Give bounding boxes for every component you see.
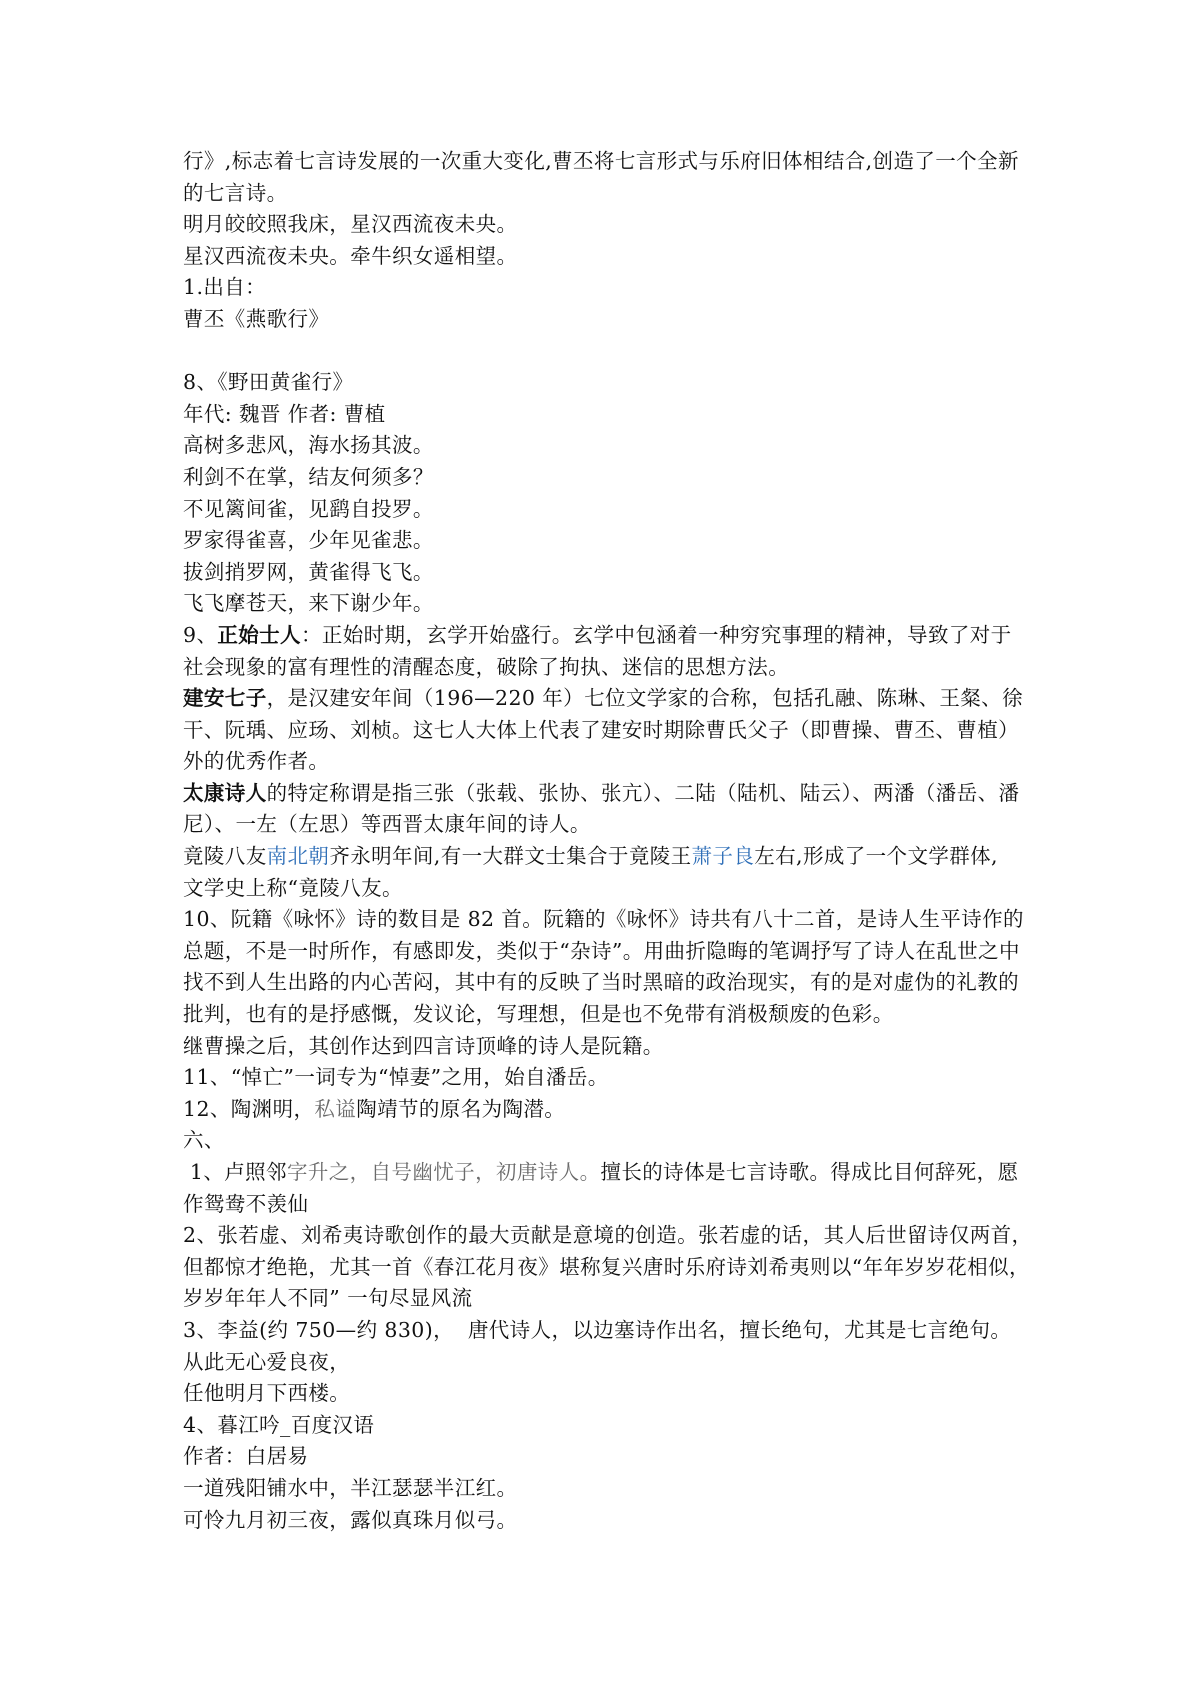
text-line: 行》,标志着七言诗发展的一次重大变化,曹丕将七言形式与乐府旧体相结合,创造了一个全新 xyxy=(183,149,1019,173)
item-2-line: 2、张若虚、刘希夷诗歌创作的最大贡献是意境的创造。张若虚的话，其人后世留诗仅两首， xyxy=(183,1223,1033,1248)
section-six-heading: 六、 xyxy=(183,1128,225,1153)
poem-line: 从此无心爱良夜， xyxy=(183,1349,351,1374)
faint-span: 私谥 xyxy=(314,1096,357,1121)
term-bold: 建安七子 xyxy=(183,686,267,711)
text-line: 找不到人生出路的内心苦闷，其中有的反映了当时黑暗的政治现实，有的是对虚伪的礼教的 xyxy=(183,970,1019,995)
poem-line: 利剑不在掌，结友何须多？ xyxy=(183,464,434,489)
text-span: 左右,形成了一个文学群体, xyxy=(754,844,998,869)
poem-line: 一道残阳铺水中，半江瑟瑟半江红。 xyxy=(183,1475,518,1500)
document-body xyxy=(183,146,1033,1536)
section-12-line xyxy=(183,1094,1033,1126)
poem-line: 可怜九月初三夜，露似真珠月似弓。 xyxy=(183,1507,518,1532)
poem-line: 高树多悲风，海水扬其波。 xyxy=(183,433,434,458)
term-bold: 正始士人 xyxy=(217,622,301,647)
item-3-line: 3、李益(约 750—约 830)， 唐代诗人，以边塞诗作出名，擅长绝句，尤其是七言绝句。 xyxy=(183,1317,1012,1342)
link-xiaoziliang[interactable]: 萧子良 xyxy=(691,844,755,869)
text-line: 文学史上称“竟陵八友。 xyxy=(183,875,403,900)
text-span: ，是汉建安年间（196—220 年）七位文学家的合称，包括孔融、陈琳、王粲、徐 xyxy=(266,686,1023,711)
text-span: 擅长的诗体是七言诗歌。得成比目何辞死，愿 xyxy=(600,1160,1019,1184)
text-span: 12、陶渊明， xyxy=(183,1096,315,1121)
item-4-author: 作者：白居易 xyxy=(183,1444,309,1469)
poem-line: 罗家得雀喜，少年见雀悲。 xyxy=(183,528,434,553)
text-line: 总题，不是一时所作，有感即发，类似于“杂诗”。用曲折隐晦的笔调抒写了诗人在乱世之中 xyxy=(183,938,1020,963)
text-span: 1、卢照邻 xyxy=(183,1160,287,1184)
section-9-line xyxy=(183,620,1033,652)
source-label: 1.出自： xyxy=(183,275,267,300)
jingling-line xyxy=(183,841,1033,873)
jianan-line xyxy=(183,683,1033,715)
section-10-line: 10、阮籍《咏怀》诗的数目是 82 首。阮籍的《咏怀》诗共有八十二首，是诗人生平诗作的 xyxy=(183,907,1024,932)
text-line: 的七言诗。 xyxy=(183,180,288,205)
section-number: 9、 xyxy=(183,622,218,647)
text-line: 作鸳鸯不羡仙 xyxy=(183,1191,309,1216)
text-span: 竟陵八友 xyxy=(183,844,267,869)
poem-line: 任他明月下西楼。 xyxy=(183,1381,351,1406)
text-line: 尼）、一左（左思）等西晋太康年间的诗人。 xyxy=(183,812,591,837)
section-8-title: 8、《野田黄雀行》 xyxy=(183,370,354,395)
text-span: 的特定称谓是指三张（张载、张协、张亢）、二陆（陆机、陆云）、两潘（潘岳、潘 xyxy=(266,780,1020,805)
poem-line: 星汉西流夜未央。牵牛织女遥相望。 xyxy=(183,243,518,268)
section-11-line: 11、“悼亡”一词专为“悼妻”之用，始自潘岳。 xyxy=(183,1065,609,1090)
text-line: 岁岁年年人不同” 一句尽显风流 xyxy=(183,1286,473,1311)
text-line: 但都惊才绝艳，尤其一首《春江花月夜》堪称复兴唐时乐府诗刘希夷则以“年年岁岁花相似， xyxy=(183,1254,1030,1279)
text-line: 干、阮瑀、应玚、刘桢。这七人大体上代表了建安时期除曹氏父子（即曹操、曹丕、曹植） xyxy=(183,717,1019,742)
item-4-title: 4、暮江吟_百度汉语 xyxy=(183,1412,375,1437)
text-span: 陶靖节的原名为陶潜。 xyxy=(356,1096,566,1121)
text-line: 批判，也有的是抒感慨，发议论，写理想，但是也不免带有消极颓废的色彩。 xyxy=(183,1002,894,1027)
blank-line xyxy=(183,336,1033,368)
link-nanbeichao[interactable]: 南北朝 xyxy=(266,844,330,869)
section-8-meta: 年代: 魏晋 作者: 曹植 xyxy=(183,401,386,426)
faint-span: 字升之，自号幽忧子，初唐诗人。 xyxy=(286,1160,601,1184)
source-value: 曹丕《燕歌行》 xyxy=(183,306,330,331)
text-span: 齐永明年间,有一大群文士集合于竟陵王 xyxy=(329,844,692,869)
taikang-line xyxy=(183,778,1033,810)
text-line: 继曹操之后，其创作达到四言诗顶峰的诗人是阮籍。 xyxy=(183,1033,664,1058)
poem-line: 不见篱间雀，见鹞自投罗。 xyxy=(183,496,434,521)
poem-line: 明月皎皎照我床，星汉西流夜未央。 xyxy=(183,212,518,237)
text-line: 社会现象的富有理性的清醒态度，破除了拘执、迷信的思想方法。 xyxy=(183,654,790,679)
poem-line: 飞飞摩苍天，来下谢少年。 xyxy=(183,591,434,616)
term-bold: 太康诗人 xyxy=(183,780,267,805)
text-span: ：正始时期，玄学开始盛行。玄学中包涵着一种穷究事理的精神，导致了对于 xyxy=(300,622,1012,647)
text-line: 外的优秀作者。 xyxy=(183,749,330,774)
item-1-line xyxy=(183,1157,1033,1189)
poem-line: 拔剑捎罗网，黄雀得飞飞。 xyxy=(183,559,434,584)
